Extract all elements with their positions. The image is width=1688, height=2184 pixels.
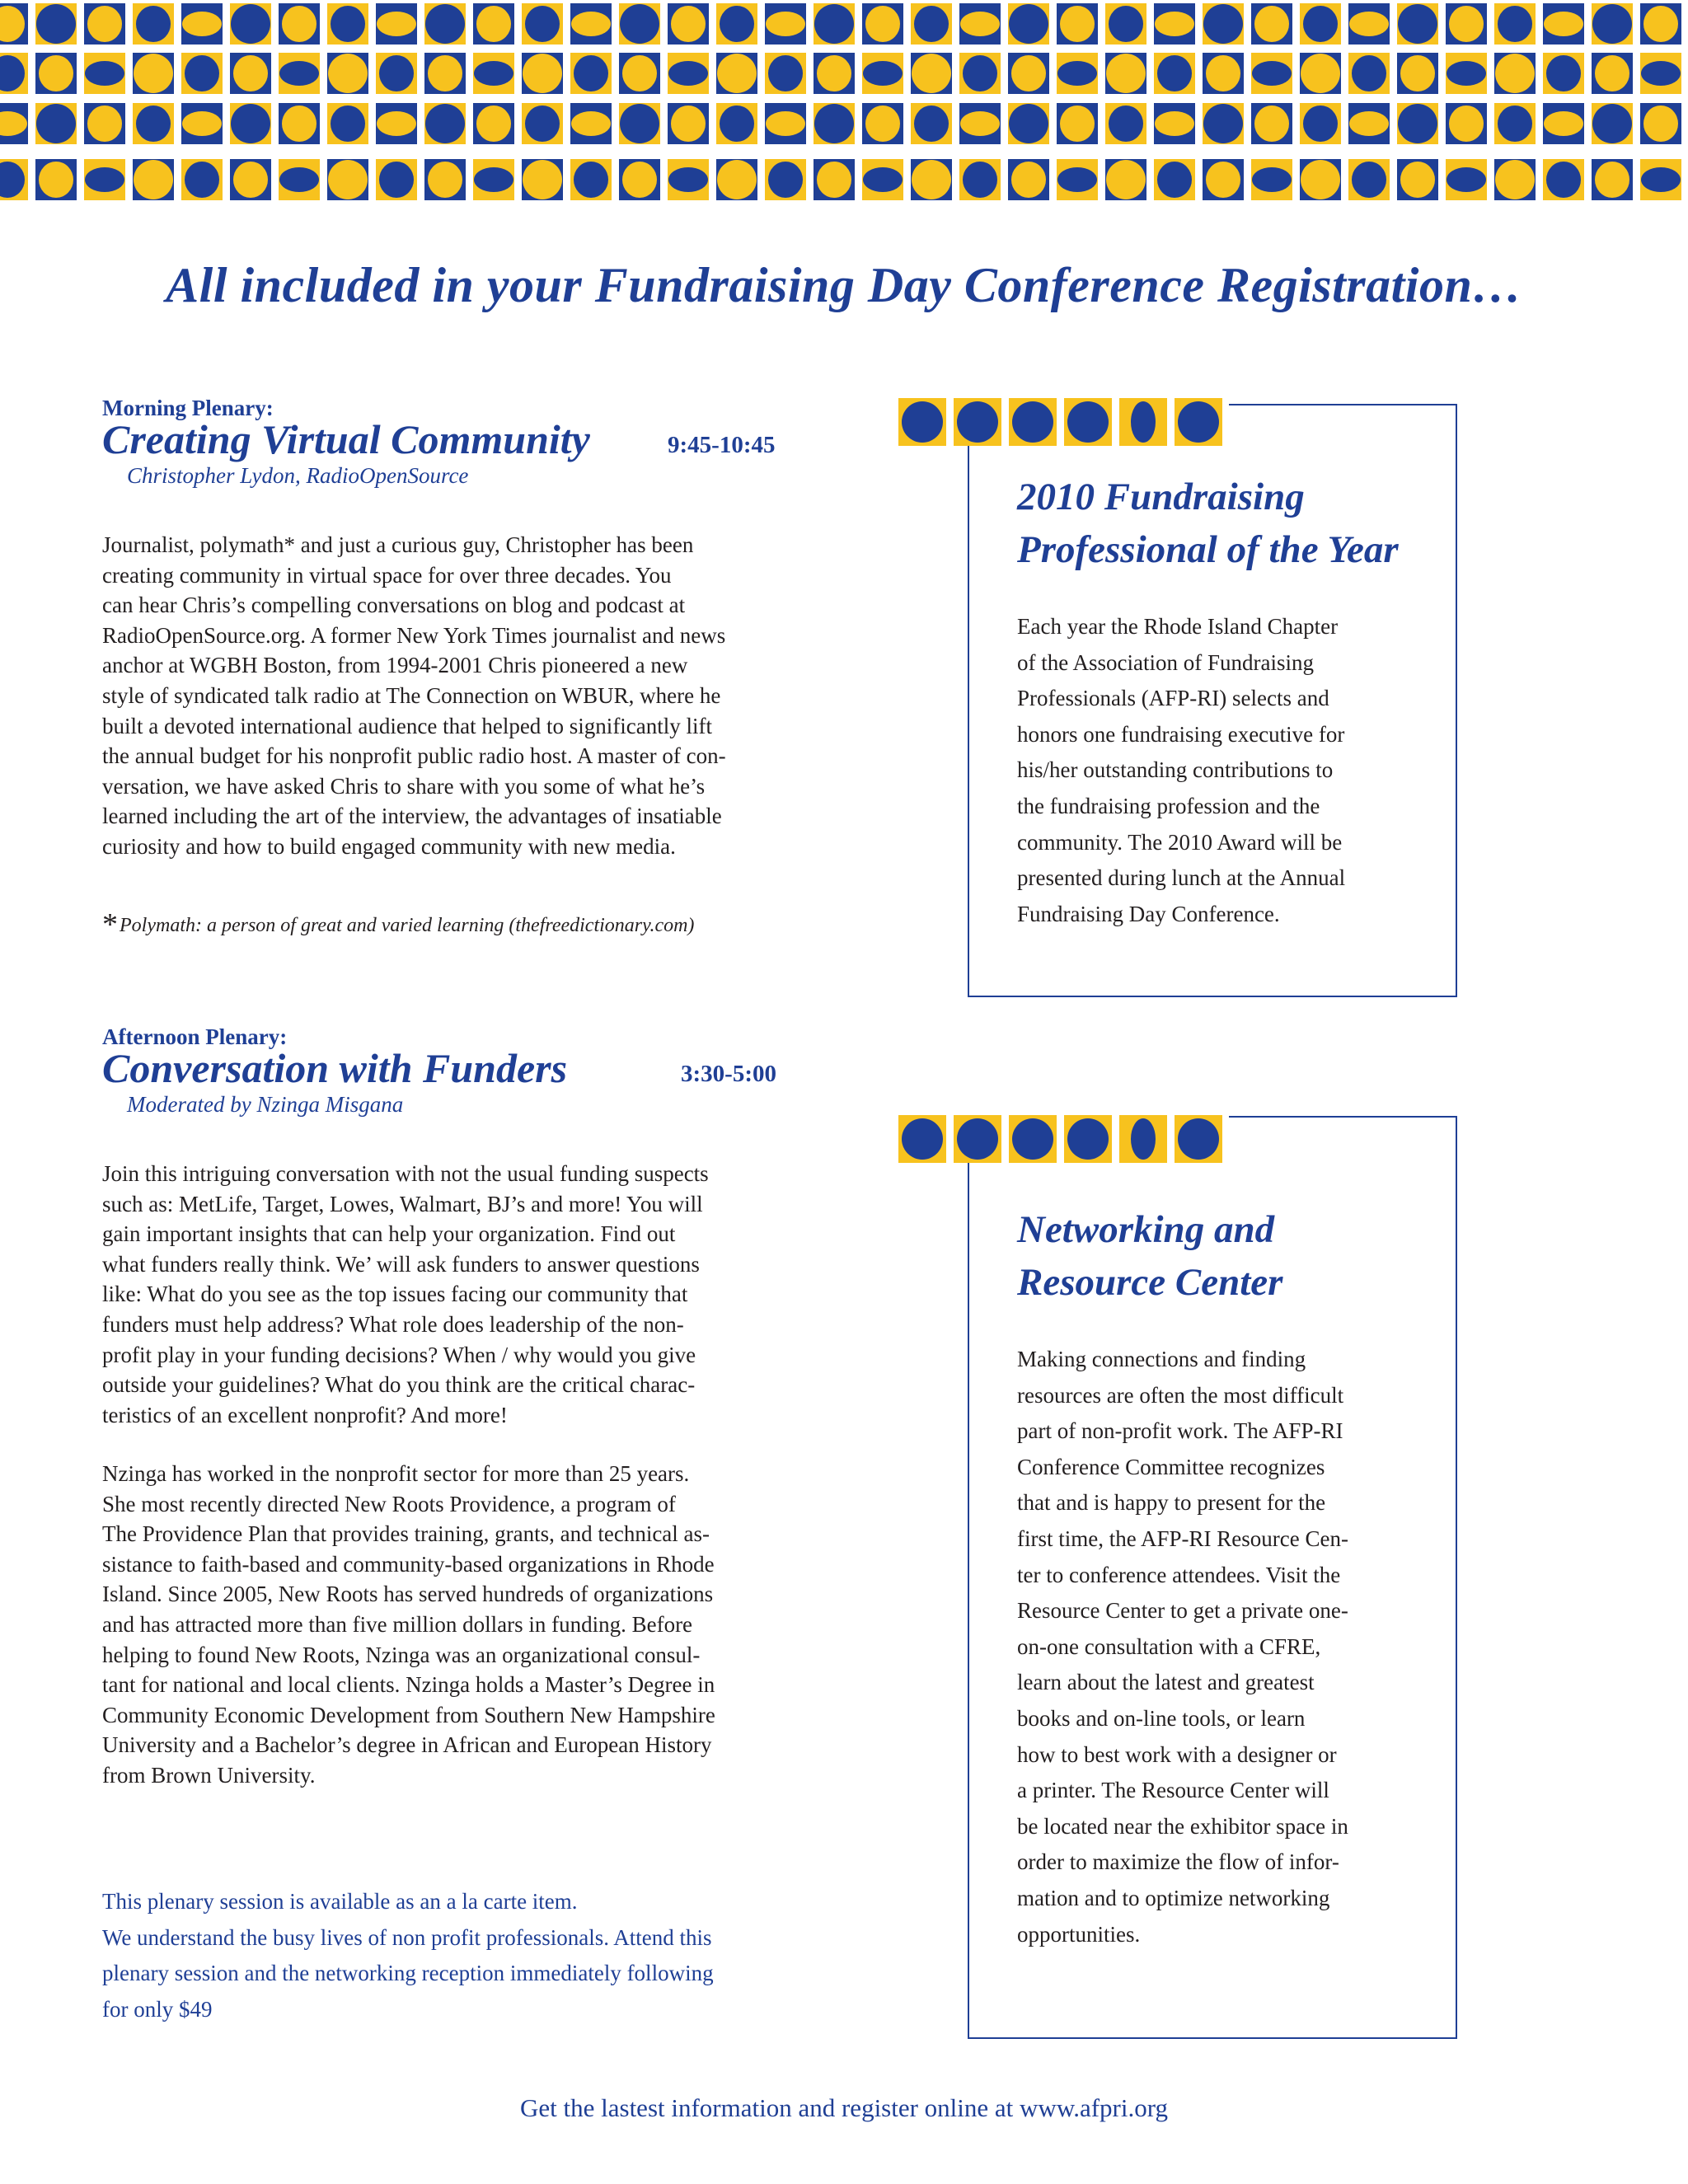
morning-description: Journalist, polymath* and just a curious guy, Christopher has been creating community in virtual space for over three decades. You can hear Chris’s compelling conversations on blog and podcast at RadioOpenSource.org. A former New York Times journalist and news anchor at WGBH Boston, from 1994-2001 Chris pioneered a new style of syndicated talk radio at The Connection on WBUR, where he built a devoted international audience that helped to significantly lift the annual budget for his nonprofit public radio host. A master of con- versation, we have asked Chris to share with you some of what he’s learned including the art of the interview, the advantages of insatiable curiosity and how to build engaged community with new media. bbox=[102, 532, 726, 859]
pattern-shape bbox=[671, 105, 706, 142]
pattern-shape bbox=[865, 6, 900, 42]
pattern-shape bbox=[1206, 55, 1240, 91]
pattern-shape bbox=[231, 4, 270, 44]
pattern-shape bbox=[914, 6, 949, 42]
pattern-shape bbox=[622, 162, 657, 198]
pattern-shape bbox=[36, 4, 76, 44]
pattern-shape bbox=[963, 55, 997, 91]
pattern-shape bbox=[1595, 162, 1629, 198]
pattern-shape bbox=[1106, 160, 1146, 199]
pattern-shape bbox=[282, 105, 316, 142]
pattern-shape bbox=[1352, 162, 1386, 198]
pattern-shape bbox=[1109, 105, 1143, 142]
pattern-shape bbox=[574, 162, 608, 198]
pattern-shape bbox=[525, 6, 560, 42]
dot-cell bbox=[1064, 398, 1112, 446]
pattern-shape bbox=[768, 55, 803, 91]
pattern-shape bbox=[668, 61, 708, 86]
pattern-shape bbox=[39, 162, 73, 198]
pattern-shape bbox=[1400, 55, 1435, 91]
pattern-shape bbox=[182, 111, 222, 136]
dot-cell bbox=[1064, 1115, 1112, 1163]
afternoon-speaker: Moderated by Nzinga Misgana bbox=[127, 1092, 404, 1117]
footnote-asterisk: * bbox=[102, 907, 118, 942]
networking-description: Making connections and finding resources are often the most difficult part of non-profit work. The AFP-RI Conference Committee recognizes that and is happy to present for the first time, the AFP-RI Resource Cen- ter to conference attendees. Visit the Resource Center to get a private one- on-one consultation with a CFRE, learn about the latest and greatest books and on-line tools, or learn how to best work with a designer or a printer. The Resource Center will be located near the exhibitor space in order to maximize the flow of infor- mation and to optimize networking opportunities. bbox=[1017, 1347, 1348, 1947]
pattern-shape bbox=[960, 12, 1000, 36]
networking-title: Networking and Resource Center bbox=[1017, 1208, 1283, 1304]
pattern-shape bbox=[379, 55, 414, 91]
pattern-shape bbox=[87, 6, 122, 42]
pattern-shape bbox=[963, 162, 997, 198]
footer-register-link[interactable]: Get the lastest information and register online at www.afpri.org bbox=[520, 2093, 1168, 2122]
pattern-shape bbox=[1544, 111, 1583, 136]
pattern-shape bbox=[766, 12, 805, 36]
pattern-shape bbox=[1057, 167, 1097, 192]
pattern-shape bbox=[717, 54, 757, 93]
pattern-shape bbox=[282, 6, 316, 42]
pattern-shape bbox=[1252, 167, 1292, 192]
pattern-shape bbox=[1060, 105, 1095, 142]
pattern-shape bbox=[914, 105, 949, 142]
pattern-shape bbox=[720, 105, 754, 142]
pattern-shape bbox=[1544, 12, 1583, 36]
dot-cell bbox=[1009, 1115, 1057, 1163]
pattern-shape bbox=[328, 54, 368, 93]
pattern-shape bbox=[814, 104, 854, 143]
page-headline: All included in your Fundraising Day Conference Registration… bbox=[166, 258, 1522, 312]
pattern-shape bbox=[768, 162, 803, 198]
pattern-shape bbox=[1447, 167, 1486, 192]
pattern-shape bbox=[865, 105, 900, 142]
pattern-shape bbox=[134, 160, 173, 199]
pattern-shape bbox=[720, 6, 754, 42]
networking-dots-decoration bbox=[898, 1115, 1229, 1163]
pattern-shape bbox=[523, 160, 562, 199]
footnote-text: Polymath: a person of great and varied learning (thefreedictionary.com) bbox=[120, 915, 695, 936]
pattern-shape bbox=[817, 162, 851, 198]
afternoon-description: Join this intriguing conversation with not the usual funding suspects such as: MetLife, Target, Lowes, Walmart, BJ’s and more! You will gain important insights that can help your organization. Find out what funders really think. We’ will ask funders to answer questions like: What do you see as the top issues facing our community that funders must help address? What role does leadership of the non- profit play in your funding decisions? When / why would you give outside your guidelines? What do you think are the critical charac- teristics of an excellent nonprofit? And more! bbox=[102, 1161, 709, 1427]
pattern-shape bbox=[1449, 6, 1484, 42]
pattern-shape bbox=[1011, 55, 1046, 91]
decorative-pattern-banner bbox=[0, 0, 1688, 211]
pattern-shape bbox=[328, 160, 368, 199]
pattern-shape bbox=[476, 6, 511, 42]
pattern-shape bbox=[185, 55, 219, 91]
dot-cell bbox=[1009, 398, 1057, 446]
pattern-shape bbox=[185, 162, 219, 198]
pattern-shape bbox=[1498, 6, 1532, 42]
moderator-bio: Nzinga has worked in the nonprofit sector for more than 25 years. She most recently directed New Roots Providence, a program of The Providence Plan that provides training, grants, and technical as- sistance to faith-based and community-based organizations in Rhode Island. Since 2005, New Roots has served hundreds of organizations and has attracted more than five million dollars in funding. Before helping to found New Roots, Nzinga was an organizational consul- tant for national and local clients. Nzinga holds a Master’s Degree in Community Economic Development from Southern New Hampshire University and a Bachelor’s degree in African and European History from Brown University. bbox=[102, 1461, 715, 1788]
pattern-shape bbox=[766, 111, 805, 136]
dot-cell bbox=[1175, 1115, 1222, 1163]
award-title: 2010 Fundraising Professional of the Year bbox=[1017, 476, 1399, 571]
pattern-shape bbox=[717, 160, 757, 199]
pattern-shape bbox=[1203, 104, 1243, 143]
pattern-shape bbox=[1595, 55, 1629, 91]
dot-cell bbox=[954, 398, 1001, 446]
pattern-shape bbox=[1011, 162, 1046, 198]
pattern-shape bbox=[525, 105, 560, 142]
pattern-shape bbox=[1495, 54, 1535, 93]
pattern-shape bbox=[960, 111, 1000, 136]
a-la-carte-promo: This plenary session is available as an a la carte item. We understand the busy lives of non profit professionals. Attend this plenary session and the networking reception immediately following for only $49 bbox=[102, 1889, 714, 2022]
pattern-shape bbox=[233, 162, 268, 198]
pattern-shape bbox=[85, 61, 124, 86]
pattern-shape bbox=[425, 104, 465, 143]
pattern-shape bbox=[182, 12, 222, 36]
dot-cell bbox=[898, 1115, 946, 1163]
pattern-shape bbox=[279, 167, 319, 192]
pattern-shape bbox=[1352, 55, 1386, 91]
pattern-shape bbox=[474, 61, 513, 86]
pattern-shape bbox=[474, 167, 513, 192]
pattern-shape bbox=[377, 12, 416, 36]
pattern-shape bbox=[622, 55, 657, 91]
pattern-shape bbox=[379, 162, 414, 198]
pattern-shape bbox=[1155, 111, 1194, 136]
pattern-shape bbox=[671, 6, 706, 42]
pattern-shape bbox=[523, 54, 562, 93]
pattern-shape bbox=[1254, 105, 1289, 142]
pattern-shape bbox=[814, 4, 854, 44]
pattern-shape bbox=[1641, 61, 1681, 86]
pattern-shape bbox=[1592, 104, 1632, 143]
pattern-shape bbox=[136, 105, 171, 142]
pattern-shape bbox=[1060, 6, 1095, 42]
morning-speaker: Christopher Lydon, RadioOpenSource bbox=[127, 463, 469, 488]
pattern-shape bbox=[1303, 105, 1338, 142]
pattern-shape bbox=[1009, 104, 1048, 143]
pattern-shape bbox=[817, 55, 851, 91]
pattern-shape bbox=[231, 104, 270, 143]
pattern-shape bbox=[1592, 4, 1632, 44]
pattern-shape bbox=[1057, 61, 1097, 86]
pattern-shape bbox=[574, 55, 608, 91]
pattern-shape bbox=[428, 162, 462, 198]
pattern-shape bbox=[1203, 4, 1243, 44]
pattern-shape bbox=[1398, 104, 1437, 143]
pattern-shape bbox=[863, 61, 903, 86]
dot-cell bbox=[1119, 398, 1167, 446]
pattern-shape bbox=[331, 105, 365, 142]
morning-kicker: Morning Plenary: bbox=[102, 396, 274, 420]
pattern-shape bbox=[476, 105, 511, 142]
pattern-shape bbox=[620, 104, 659, 143]
pattern-shape bbox=[1449, 105, 1484, 142]
afternoon-title: Conversation with Funders bbox=[102, 1045, 568, 1091]
pattern-shape bbox=[1546, 55, 1581, 91]
pattern-shape bbox=[331, 6, 365, 42]
pattern-shape bbox=[1157, 162, 1192, 198]
dot-cell bbox=[1119, 1115, 1167, 1163]
pattern-shape bbox=[1157, 55, 1192, 91]
dot-cell bbox=[1175, 398, 1222, 446]
afternoon-kicker: Afternoon Plenary: bbox=[102, 1024, 288, 1049]
pattern-shape bbox=[377, 111, 416, 136]
pattern-shape bbox=[1546, 162, 1581, 198]
pattern-shape bbox=[1301, 160, 1340, 199]
pattern-shape bbox=[425, 4, 465, 44]
pattern-shape bbox=[1643, 105, 1678, 142]
pattern-shape bbox=[1252, 61, 1292, 86]
dot-cell bbox=[898, 398, 946, 446]
pattern-shape bbox=[1254, 6, 1289, 42]
pattern-shape bbox=[1349, 111, 1389, 136]
pattern-shape bbox=[1106, 54, 1146, 93]
pattern-shape bbox=[136, 6, 171, 42]
pattern-shape bbox=[233, 55, 268, 91]
award-description: Each year the Rhode Island Chapter of the Association of Fundraising Professionals (AFP-RI) selects and honors one fundraising executive for his/her outstanding contributions to the fundraising profession and the community. The 2010 Award will be presented during lunch at the Annual Fundraising Day Conference. bbox=[1017, 614, 1346, 926]
dot-cell bbox=[954, 1115, 1001, 1163]
pattern-shape bbox=[428, 55, 462, 91]
polymath-footnote bbox=[102, 907, 694, 943]
pattern-shape bbox=[1155, 12, 1194, 36]
pattern-shape bbox=[863, 167, 903, 192]
pattern-shape bbox=[39, 55, 73, 91]
pattern-shape bbox=[1495, 160, 1535, 199]
morning-title: Creating Virtual Community bbox=[102, 416, 590, 462]
pattern-shape bbox=[1447, 61, 1486, 86]
pattern-shape bbox=[1643, 6, 1678, 42]
pattern-shape bbox=[36, 104, 76, 143]
pattern-shape bbox=[1498, 105, 1532, 142]
pattern-shape bbox=[668, 167, 708, 192]
afternoon-time: 3:30-5:00 bbox=[681, 1061, 776, 1087]
pattern-shape bbox=[1109, 6, 1143, 42]
pattern-shape bbox=[1349, 12, 1389, 36]
pattern-shape bbox=[912, 160, 951, 199]
pattern-shape bbox=[1398, 4, 1437, 44]
pattern-shape bbox=[1206, 162, 1240, 198]
pattern-shape bbox=[571, 111, 611, 136]
pattern-shape bbox=[85, 167, 124, 192]
pattern-shape bbox=[1301, 54, 1340, 93]
pattern-shape bbox=[912, 54, 951, 93]
pattern-shape bbox=[134, 54, 173, 93]
pattern-shape bbox=[279, 61, 319, 86]
pattern-shape bbox=[1641, 167, 1681, 192]
morning-time: 9:45-10:45 bbox=[668, 432, 776, 458]
pattern-shape bbox=[620, 4, 659, 44]
pattern-shape bbox=[87, 105, 122, 142]
pattern-shape bbox=[571, 12, 611, 36]
pattern-shape bbox=[1009, 4, 1048, 44]
pattern-shape bbox=[1303, 6, 1338, 42]
award-dots-decoration bbox=[898, 398, 1229, 446]
pattern-shape bbox=[1400, 162, 1435, 198]
